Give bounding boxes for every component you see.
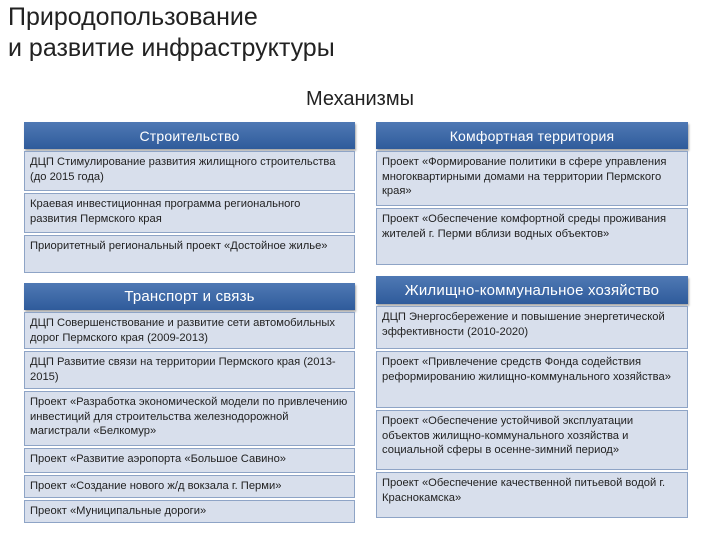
transport-item-6: Преокт «Муниципальные дороги» <box>24 500 355 523</box>
housing-item-2: Проект «Привлечение средств Фонда содействия реформированию жилищно-коммунального хозяйства» <box>376 351 688 408</box>
section-header-transport: Транспорт и связь <box>24 283 355 310</box>
construction-item-3: Приоритетный региональный проект «Достойное жилье» <box>24 235 355 273</box>
housing-item-3: Проект «Обеспечение устойчивой эксплуатации объектов жилищно-коммунального хозяйства и социальной сферы в осенне-зимний период» <box>376 410 688 470</box>
title-text <box>8 2 608 64</box>
transport-item-3: Проект «Разработка экономической модели по привлечению инвестиций для строительства железнодорожной магистрали «Белкомур» <box>24 391 355 446</box>
housing-item-1: ДЦП Энергосбережение и повышение энергетической эффективности (2010-2020) <box>376 306 688 349</box>
transport-item-2: ДЦП Развитие связи на территории Пермского края (2013-2015) <box>24 351 355 389</box>
subtitle: Механизмы <box>306 88 414 110</box>
section-header-construction: Строительство <box>24 122 355 149</box>
construction-item-1: ДЦП Стимулирование развития жилищного строительства (до 2015 года) <box>24 151 355 191</box>
title-line-1: Природопользование <box>8 3 258 31</box>
transport-item-5: Проект «Создание нового ж/д вокзала г. Перми» <box>24 475 355 498</box>
comfort-item-2: Проект «Обеспечение комфортной среды проживания жителей г. Перми вблизи водных объектов» <box>376 208 688 265</box>
transport-item-4: Проект «Развитие аэропорта «Большое Савино» <box>24 448 355 473</box>
section-header-comfort: Комфортная территория <box>376 122 688 149</box>
title-line-2: и развитие инфраструктуры <box>8 34 335 62</box>
housing-item-4: Проект «Обеспечение качественной питьевой водой г. Краснокамска» <box>376 472 688 518</box>
section-header-housing: Жилищно-коммунальное хозяйство <box>376 276 688 304</box>
construction-item-2: Краевая инвестиционная программа регионального развития Пермского края <box>24 193 355 233</box>
transport-item-1: ДЦП Совершенствование и развитие сети автомобильных дорог Пермского края (2009-2013) <box>24 312 355 349</box>
comfort-item-1: Проект «Формирование политики в сфере управления многоквартирными домами на территории Пермского края» <box>376 151 688 206</box>
